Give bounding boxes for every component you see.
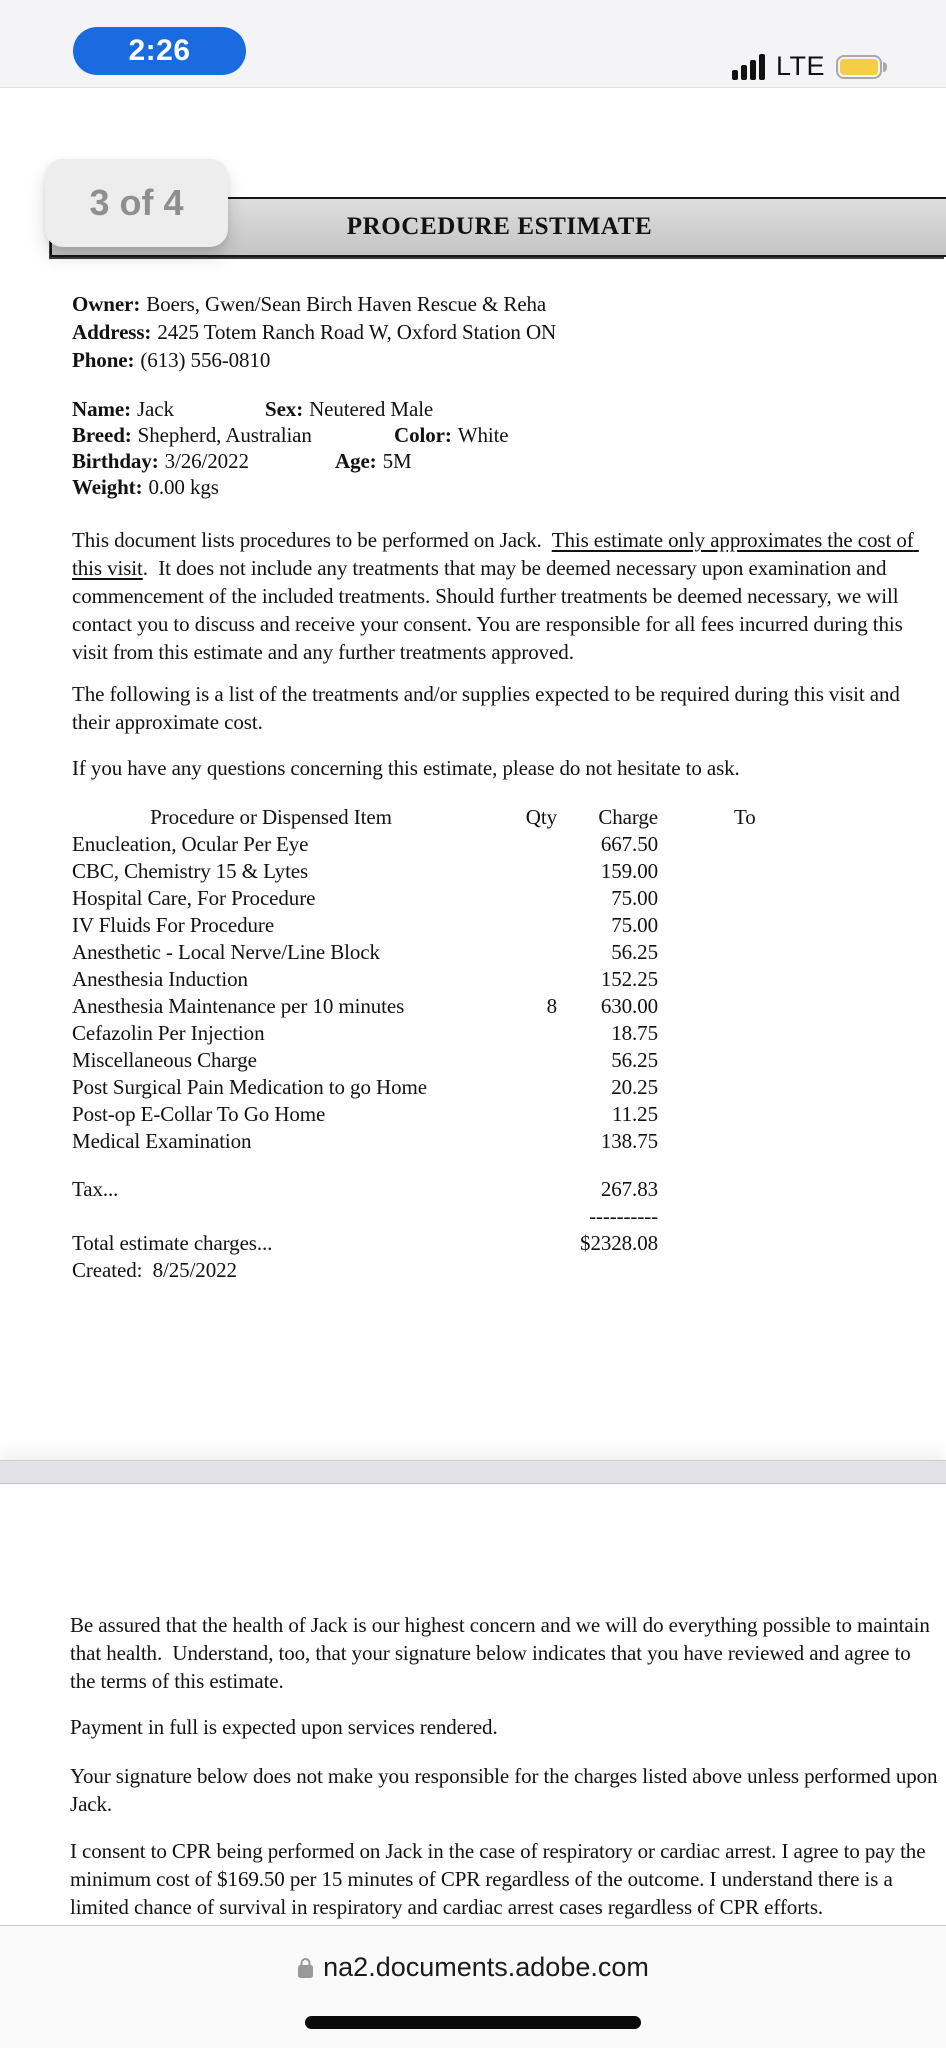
- table-row: [72, 966, 940, 993]
- charge-cell: 18.75: [611, 1021, 658, 1045]
- item-cell: Miscellaneous Charge: [72, 1048, 257, 1072]
- qty-cell: 8: [546, 994, 557, 1018]
- document-page-4: [0, 1484, 946, 1925]
- address-bar[interactable]: [0, 1926, 946, 1983]
- total-cell: [658, 993, 940, 1020]
- total-cell: [658, 858, 940, 885]
- qty-cell: [500, 858, 557, 885]
- status-bar: [0, 0, 946, 88]
- column-header-charge: Charge: [598, 805, 658, 829]
- tax-row: Tax... 267.83: [72, 1177, 658, 1201]
- charge-cell: 56.25: [611, 1048, 658, 1072]
- page-indicator-badge: [45, 159, 228, 247]
- item-cell: IV Fluids For Procedure: [72, 913, 275, 937]
- page-title: PROCEDURE ESTIMATE: [346, 213, 653, 240]
- total-row: Total estimate charges... $2328.08: [72, 1231, 658, 1255]
- home-indicator[interactable]: [305, 2016, 641, 2029]
- terms-paragraph-2: Payment in full is expected upon services rendered.: [70, 1715, 498, 1739]
- browser-bottom-bar: [0, 1925, 946, 2048]
- table-row: [72, 912, 940, 939]
- document-header: [0, 88, 946, 264]
- charge-cell: 11.25: [612, 1102, 658, 1126]
- column-header-qty: Qty: [525, 805, 557, 829]
- created-row: Created: 8/25/2022: [72, 1258, 237, 1282]
- page-divider: [0, 1460, 946, 1484]
- patient-block: [72, 396, 940, 500]
- item-cell: Medical Examination: [72, 1129, 252, 1153]
- charge-cell: 138.75: [600, 1129, 658, 1153]
- terms-paragraph-4: I consent to CPR being performed on Jack in the case of respiratory or cardiac arrest. I agree to pay the minimum cost of $169.50 per 15 minutes of CPR regardless of the outcome. I understand there is a limited chance of survival in respiratory and cardiac arrest cases regardless of CPR efforts.: [70, 1839, 931, 1919]
- qty-cell: [500, 1020, 557, 1047]
- column-header-item: Procedure or Dispensed Item: [150, 805, 392, 829]
- qty-cell: [500, 1074, 557, 1101]
- network-type-label: LTE: [775, 51, 825, 81]
- total-cell: [658, 966, 940, 993]
- page-indicator-label: 3 of 4: [89, 182, 184, 223]
- table-row: [72, 993, 940, 1020]
- item-cell: Post-op E-Collar To Go Home: [72, 1102, 326, 1126]
- phone-line: Phone: (613) 556-0810: [72, 348, 271, 372]
- total-cell: [658, 1074, 940, 1101]
- battery-icon: [836, 55, 887, 79]
- charge-cell: 56.25: [611, 940, 658, 964]
- total-cell: [658, 939, 940, 966]
- charge-cell: 75.00: [611, 886, 658, 910]
- qty-cell: [500, 939, 557, 966]
- table-row: [72, 1101, 940, 1128]
- charge-cell: 75.00: [611, 913, 658, 937]
- intro-paragraph-1: This document lists procedures to be performed on Jack. This estimate only approximates the cost of this visit. It does not include any treatments that may be deemed necessary upon examination and commencement of the included treatments. Should further treatments be deemed necessary, we will contact you to discuss and receive your consent. You are responsible for all fees incurred during this visit from this estimate and any further treatments approved.: [72, 528, 919, 664]
- patient-breed-color-line: Breed: Shepherd, Australian Color: White: [72, 423, 509, 447]
- status-time: 2:26: [128, 34, 191, 67]
- total-cell: [658, 1128, 940, 1155]
- separator-row: ----------: [589, 1204, 658, 1228]
- qty-cell: [500, 1047, 557, 1074]
- estimate-table-header: [72, 804, 940, 831]
- item-cell: Hospital Care, For Procedure: [72, 886, 316, 910]
- table-row: [72, 1074, 940, 1101]
- total-cell: [658, 1020, 940, 1047]
- qty-cell: [500, 1128, 557, 1155]
- estimate-table: [72, 804, 940, 1284]
- item-cell: CBC, Chemistry 15 & Lytes: [72, 859, 309, 883]
- table-row: [72, 831, 940, 858]
- intro-paragraph-2: The following is a list of the treatments and/or supplies expected to be required during this visit and their approximate cost.: [72, 682, 905, 734]
- table-row: [72, 885, 940, 912]
- total-cell: [658, 831, 940, 858]
- total-cell: [658, 912, 940, 939]
- charge-cell: 152.25: [600, 967, 658, 991]
- intro-paragraph-3: If you have any questions concerning this estimate, please do not hesitate to ask.: [72, 756, 740, 780]
- owner-block: [72, 290, 940, 374]
- item-cell: Anesthesia Maintenance per 10 minutes: [72, 994, 405, 1018]
- total-cell: [658, 1101, 940, 1128]
- terms-paragraph-1: Be assured that the health of Jack is our highest concern and we will do everything possible to maintain that health. Understand, too, that your signature below indicates that you have reviewed and agree to the terms of this estimate.: [70, 1613, 935, 1693]
- table-row: [72, 858, 940, 885]
- total-cell: [658, 1047, 940, 1074]
- table-row: [72, 1020, 940, 1047]
- document-content: [0, 290, 946, 1284]
- address-bar-url: na2.documents.adobe.com: [323, 1952, 649, 1982]
- charge-cell: 630.00: [600, 994, 658, 1018]
- qty-cell: [500, 885, 557, 912]
- qty-cell: [500, 966, 557, 993]
- time-pill[interactable]: [73, 27, 246, 75]
- item-cell: Anesthetic - Local Nerve/Line Block: [72, 940, 380, 964]
- column-header-total: To: [734, 805, 756, 829]
- charge-cell: 20.25: [611, 1075, 658, 1099]
- item-cell: Post Surgical Pain Medication to go Home: [72, 1075, 427, 1099]
- owner-line: Owner: Boers, Gwen/Sean Birch Haven Rescue & Reha: [72, 292, 547, 316]
- table-row: [72, 939, 940, 966]
- document-page-3: [0, 88, 946, 1460]
- qty-cell: [500, 912, 557, 939]
- item-cell: Anesthesia Induction: [72, 967, 248, 991]
- patient-birthday-age-line: Birthday: 3/26/2022 Age: 5M: [72, 449, 412, 473]
- table-row: [72, 1128, 940, 1155]
- terms-paragraph-3: Your signature below does not make you responsible for the charges listed above unless performed upon Jack.: [70, 1764, 943, 1816]
- charge-cell: 159.00: [600, 859, 658, 883]
- patient-name-sex-line: Name: Jack Sex: Neutered Male: [72, 397, 434, 421]
- status-icons: [732, 51, 887, 82]
- estimate-table-body: [72, 831, 940, 1155]
- item-cell: Cefazolin Per Injection: [72, 1021, 265, 1045]
- cellular-signal-icon: [732, 54, 765, 80]
- patient-weight-line: Weight: 0.00 kgs: [72, 475, 219, 499]
- qty-cell: [500, 831, 557, 858]
- lock-icon: [297, 1957, 314, 1979]
- charge-cell: 667.50: [600, 832, 658, 856]
- address-line: Address: 2425 Totem Ranch Road W, Oxford Station ON: [72, 320, 557, 344]
- total-cell: [658, 885, 940, 912]
- underlined-clause: This estimate only approximates the cost of this visit: [72, 528, 919, 580]
- table-row: [72, 1047, 940, 1074]
- qty-cell: [500, 1101, 557, 1128]
- item-cell: Enucleation, Ocular Per Eye: [72, 832, 309, 856]
